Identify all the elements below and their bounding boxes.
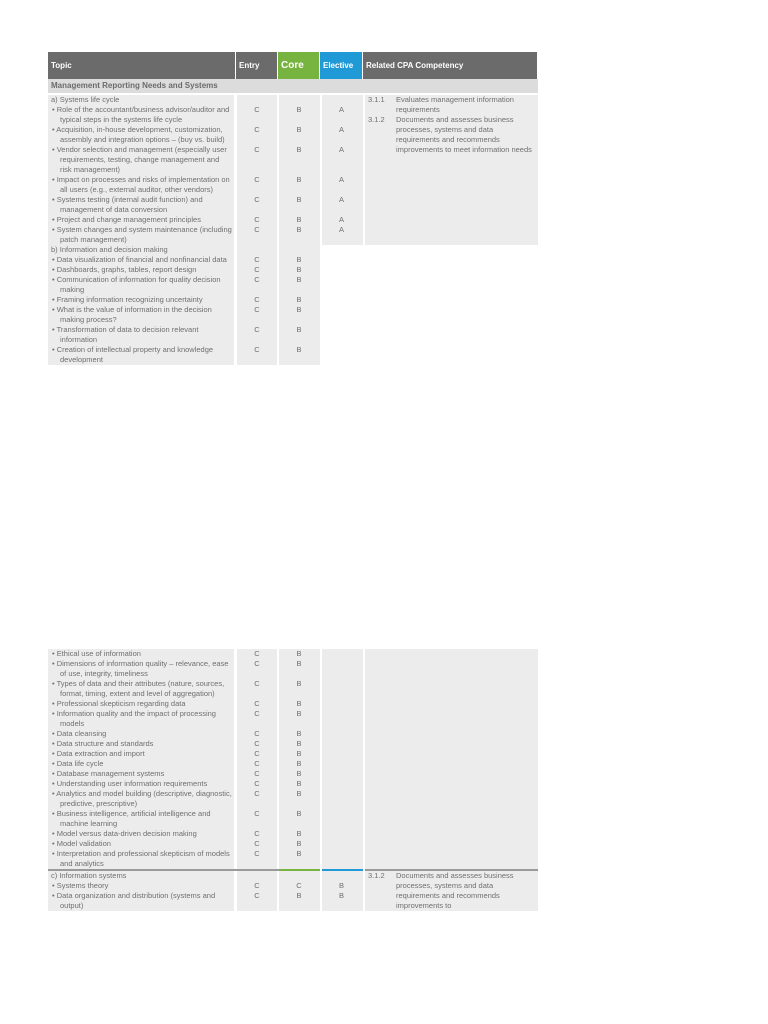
table-row <box>48 789 538 809</box>
topic-cell: • Data structure and standards <box>52 739 154 748</box>
table-row <box>48 649 538 659</box>
entry-cell: C <box>254 759 260 768</box>
table-row <box>48 769 538 779</box>
entry-cell: C <box>254 105 260 114</box>
core-cell: B <box>296 709 302 718</box>
part-a-heading: a) Systems life cycle <box>51 95 120 104</box>
elective-cell: A <box>338 125 344 134</box>
entry-cell: C <box>254 809 260 818</box>
table-row <box>48 275 320 295</box>
entry-cell: C <box>254 215 260 224</box>
related-item <box>368 115 538 155</box>
topic-cell: • Model validation <box>52 839 111 848</box>
entry-cell: C <box>254 739 260 748</box>
topic-cell: • Impact on processes and risks of implementation on all users (e.g., external auditor, other vendors) <box>52 175 230 194</box>
related-number: 3.1.2 <box>368 871 385 880</box>
table-row <box>48 175 538 195</box>
core-cell: B <box>296 839 302 848</box>
table-row <box>48 265 320 275</box>
table-row <box>48 729 538 739</box>
entry-cell: C <box>254 659 260 668</box>
table-row <box>48 779 538 789</box>
core-cell: B <box>296 225 302 234</box>
core-cell: B <box>296 215 302 224</box>
entry-cell: C <box>254 265 260 274</box>
table-row <box>48 749 538 759</box>
entry-cell: C <box>254 145 260 154</box>
core-cell: B <box>296 699 302 708</box>
topic-cell: • Role of the accountant/business advisor/auditor and typical steps in the systems life cycle <box>52 105 230 124</box>
table-row <box>48 849 538 869</box>
topic-cell: • Project and change management principles <box>52 215 201 224</box>
elective-cell: A <box>338 215 344 224</box>
core-cell: B <box>296 829 302 838</box>
part-c-heading: c) Information systems <box>51 871 127 880</box>
table-header <box>48 52 538 79</box>
core-cell: B <box>296 769 302 778</box>
core-cell: B <box>296 649 302 658</box>
topic-cell: • Information quality and the impact of processing models <box>52 709 216 728</box>
header-related: Related CPA Competency <box>363 52 538 79</box>
entry-cell: C <box>254 325 260 334</box>
topic-cell: • Creation of intellectual property and knowledge development <box>52 345 214 364</box>
entry-cell: C <box>254 769 260 778</box>
header-entry: Entry <box>236 52 278 79</box>
related-item <box>368 95 538 115</box>
related-competency-c <box>368 871 538 911</box>
topic-cell: • Dimensions of information quality – relevance, ease of use, integrity, timeliness <box>52 659 229 678</box>
entry-cell: C <box>254 881 260 890</box>
topic-cell: • Systems theory <box>52 881 109 890</box>
topic-cell: • Data cleansing <box>52 729 107 738</box>
core-cell: B <box>296 175 302 184</box>
topic-cell: • Analytics and model building (descriptive, diagnostic, predictive, prescriptive) <box>52 789 232 808</box>
entry-cell: C <box>254 175 260 184</box>
core-cell: B <box>296 789 302 798</box>
core-cell: B <box>296 305 302 314</box>
entry-cell: C <box>254 305 260 314</box>
entry-cell: C <box>254 125 260 134</box>
header-topic: Topic <box>48 52 236 79</box>
core-cell: B <box>296 195 302 204</box>
topic-cell: • Interpretation and professional skepticism of models and analytics <box>52 849 230 868</box>
entry-cell: C <box>254 295 260 304</box>
entry-cell: C <box>254 891 260 900</box>
core-cell: B <box>296 295 302 304</box>
topic-cell: • What is the value of information in the decision making process? <box>52 305 212 324</box>
core-cell: B <box>296 809 302 818</box>
entry-cell: C <box>254 679 260 688</box>
entry-cell: C <box>254 345 260 354</box>
entry-cell: C <box>254 729 260 738</box>
core-cell: B <box>296 345 302 354</box>
competency-table-top <box>48 52 538 365</box>
topic-cell: • Framing information recognizing uncertainty <box>52 295 203 304</box>
core-cell: B <box>296 125 302 134</box>
table-row <box>48 295 320 305</box>
core-cell: B <box>296 105 302 114</box>
section-title: Management Reporting Needs and Systems <box>48 79 538 93</box>
topic-cell: • Understanding user information requirements <box>52 779 208 788</box>
entry-cell: C <box>254 839 260 848</box>
topic-cell: • Vendor selection and management (especially user requirements, testing, change management and risk management) <box>52 145 227 174</box>
topic-cell: • Systems testing (internal audit function) and management of data conversion <box>52 195 203 214</box>
related-text: Documents and assesses business processes, systems and data requirements and recommends improvements to <box>396 871 514 910</box>
elective-cell: A <box>338 105 344 114</box>
entry-cell: C <box>254 649 260 658</box>
entry-cell: C <box>254 789 260 798</box>
table-row <box>48 679 538 699</box>
elective-cell: A <box>338 225 344 234</box>
related-text: Evaluates management information requirements <box>396 95 514 114</box>
core-cell: B <box>296 891 302 900</box>
part-b-table <box>48 245 320 365</box>
topic-cell: • Model versus data-driven decision making <box>52 829 197 838</box>
table-row <box>48 255 320 265</box>
related-text: Documents and assesses business processes, systems and data requirements and recommends improvements to meet information needs <box>396 115 532 154</box>
part-c-table <box>48 871 538 911</box>
core-cell: B <box>296 265 302 274</box>
topic-cell: • Database management systems <box>52 769 165 778</box>
core-cell: B <box>296 729 302 738</box>
topic-cell: • Dashboards, graphs, tables, report design <box>52 265 197 274</box>
entry-cell: C <box>254 779 260 788</box>
entry-cell: C <box>254 749 260 758</box>
topic-cell: • Business intelligence, artificial intelligence and machine learning <box>52 809 211 828</box>
table-row <box>48 305 320 325</box>
core-cell: C <box>296 881 302 890</box>
topic-cell: • Data organization and distribution (systems and output) <box>52 891 216 910</box>
related-item <box>368 871 538 911</box>
topic-cell: • Ethical use of information <box>52 649 141 658</box>
table-row <box>48 225 538 245</box>
core-cell: B <box>296 679 302 688</box>
related-competency <box>368 95 538 155</box>
entry-cell: C <box>254 255 260 264</box>
topic-cell: • System changes and system maintenance (including patch management) <box>52 225 232 244</box>
table-row <box>48 325 320 345</box>
topic-cell: • Data visualization of financial and nonfinancial data <box>52 255 227 264</box>
table-row <box>48 809 538 829</box>
table-row <box>48 699 538 709</box>
table-row <box>48 739 538 749</box>
topic-cell: • Data life cycle <box>52 759 104 768</box>
core-cell: B <box>296 659 302 668</box>
table-row <box>48 829 538 839</box>
topic-cell: • Communication of information for quality decision making <box>52 275 221 294</box>
topic-cell: • Professional skepticism regarding data <box>52 699 186 708</box>
entry-cell: C <box>254 225 260 234</box>
table-row <box>48 215 538 225</box>
header-core: Core <box>278 52 320 79</box>
core-cell: B <box>296 739 302 748</box>
entry-cell: C <box>254 699 260 708</box>
table-row <box>48 345 320 365</box>
core-cell: B <box>296 325 302 334</box>
topic-cell: • Types of data and their attributes (nature, sources, format, timing, extent and level of aggregation) <box>52 679 225 698</box>
elective-cell: A <box>338 195 344 204</box>
core-cell: B <box>296 275 302 284</box>
part-b-continued-table <box>48 649 538 869</box>
elective-cell: A <box>338 175 344 184</box>
related-number: 3.1.2 <box>368 115 385 124</box>
core-cell: B <box>296 849 302 858</box>
elective-cell: B <box>338 891 344 900</box>
entry-cell: C <box>254 709 260 718</box>
core-cell: B <box>296 749 302 758</box>
core-cell: B <box>296 255 302 264</box>
related-number: 3.1.1 <box>368 95 385 104</box>
elective-cell: A <box>338 145 344 154</box>
part-b-heading: b) Information and decision making <box>51 245 168 254</box>
topic-cell: • Transformation of data to decision relevant information <box>52 325 199 344</box>
topic-cell: • Data extraction and import <box>52 749 145 758</box>
entry-cell: C <box>254 829 260 838</box>
competency-table-bottom <box>48 649 538 911</box>
entry-cell: C <box>254 275 260 284</box>
elective-cell: B <box>338 881 344 890</box>
part-a-table <box>48 95 538 245</box>
table-row <box>48 839 538 849</box>
core-cell: B <box>296 145 302 154</box>
topic-cell: • Acquisition, in-house development, customization, assembly and integration options – (buy vs. build) <box>52 125 225 144</box>
entry-cell: C <box>254 195 260 204</box>
core-cell: B <box>296 759 302 768</box>
table-row <box>48 709 538 729</box>
core-cell: B <box>296 779 302 788</box>
entry-cell: C <box>254 849 260 858</box>
table-row <box>48 759 538 769</box>
header-elective: Elective <box>320 52 363 79</box>
table-row <box>48 195 538 215</box>
table-row <box>48 659 538 679</box>
